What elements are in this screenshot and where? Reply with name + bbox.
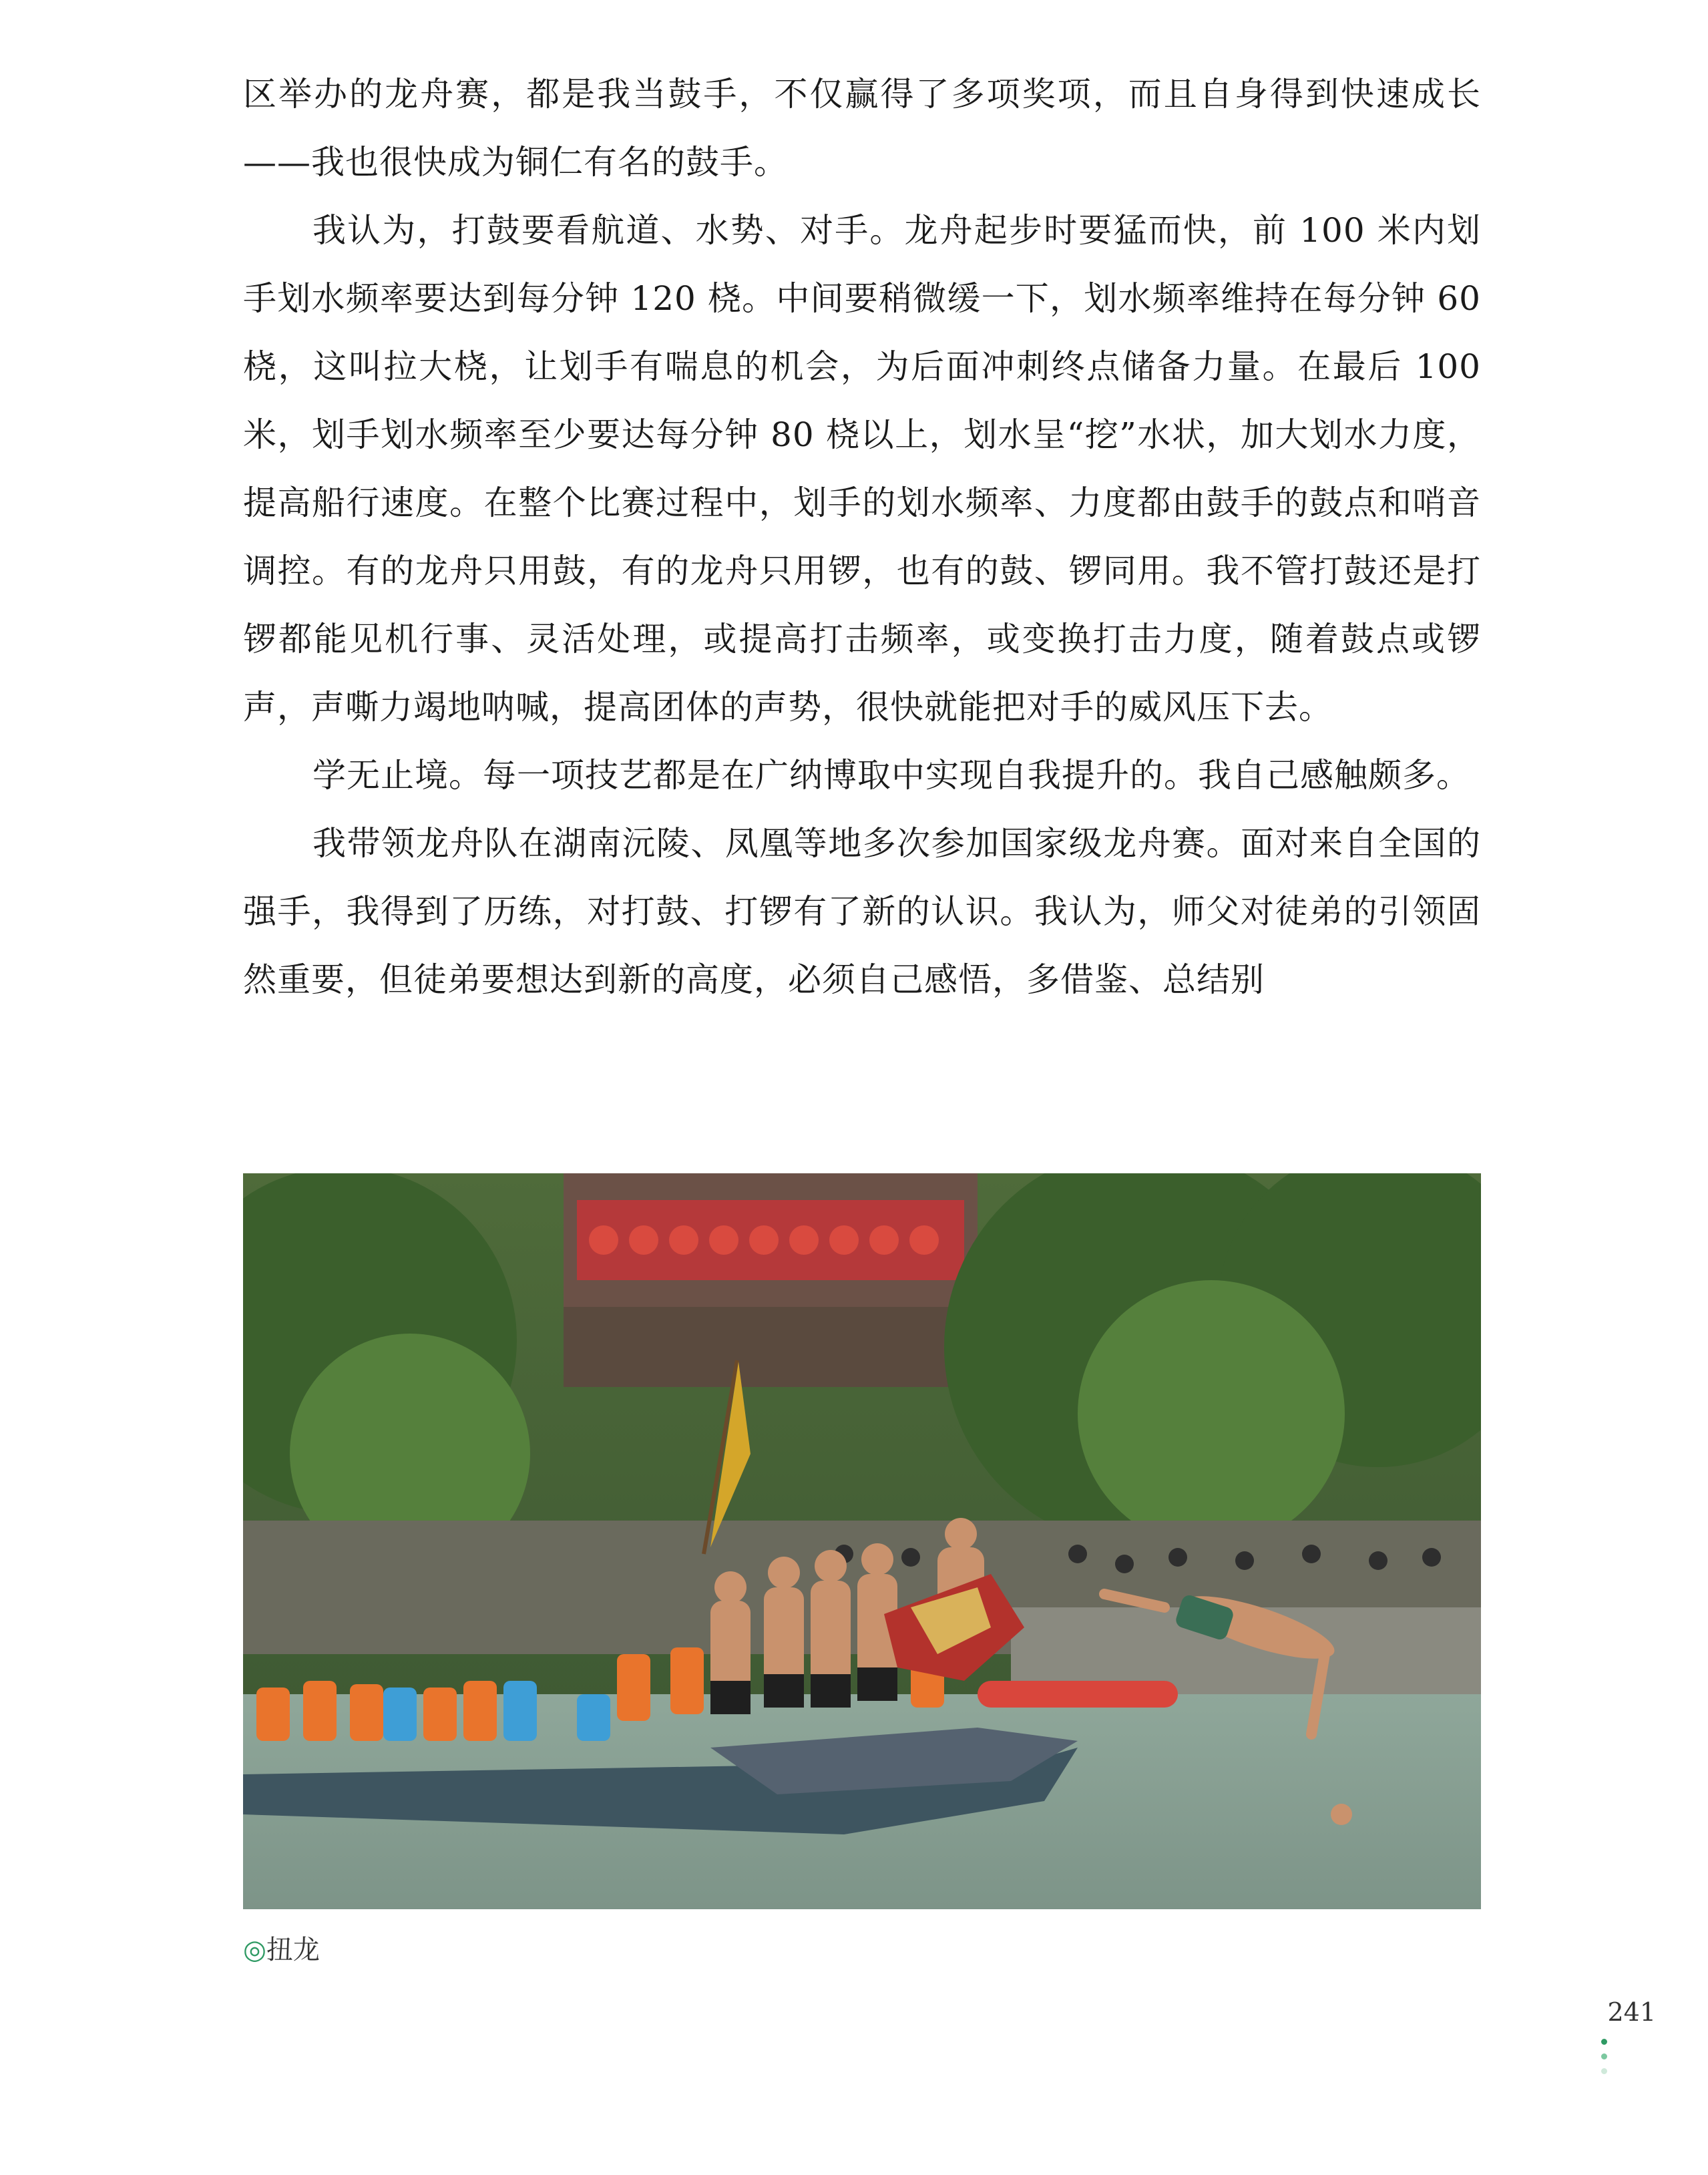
caption-text: 扭龙 (266, 1935, 320, 1965)
dragon-boat-photo (243, 1173, 1481, 1909)
page-dots-decoration (1599, 2039, 1609, 2083)
dot-icon (1601, 2039, 1607, 2045)
paragraph-4: 我带领龙舟队在湖南沅陵、凤凰等地多次参加国家级龙舟赛。面对来自全国的强手，我得到了历练，对打鼓、打锣有了新的认识。我认为，师父对徒弟的引领固然重要，但徒弟要想达到新的高度，必须自己感悟，多借鉴、总结别 (243, 824, 1481, 999)
paragraph-2: 我认为，打鼓要看航道、水势、对手。龙舟起步时要猛而快，前 100 米内划手划水频率要达到每分钟 120 桡。中间要稍微缓一下，划水频率维持在每分钟 60 桡，这叫拉大桡，让划手有喘息的机会，为后面冲刺终点储备力量。在最后 100 米，划手划水频率至少要达每分钟 80 桡以上，划水呈“挖”水状，加大划水力度，提高船行速度。在整个比赛过程中，划手的划水频率、力度都由鼓手的鼓点和哨音调控。有的龙舟只用鼓，有的龙舟只用锣，也有的鼓、锣同用。我不管打鼓还是打锣都能见机行事、灵活处理，或提高打击频率，或变换打击力度，随着鼓点或锣声，声嘶力竭地呐喊，提高团体的声势，很快就能把对手的威风压下去。 (243, 211, 1481, 727)
caption-bullet-icon: ◎ (243, 1935, 266, 1965)
paragraph-1: 区举办的龙舟赛，都是我当鼓手，不仅赢得了多项奖项，而且自身得到快速成长——我也很快成为铜仁有名的鼓手。 (243, 75, 1481, 182)
dot-icon (1601, 2053, 1607, 2059)
page-number: 241 (1607, 1997, 1656, 2027)
dragon-boat-illustration (243, 1173, 1481, 1909)
paragraph-3: 学无止境。每一项技艺都是在广纳博取中实现自我提升的。我自己感触颇多。 (312, 756, 1470, 795)
photo-caption (243, 1932, 320, 1968)
dot-icon (1601, 2068, 1607, 2074)
body-text (243, 60, 1481, 1014)
